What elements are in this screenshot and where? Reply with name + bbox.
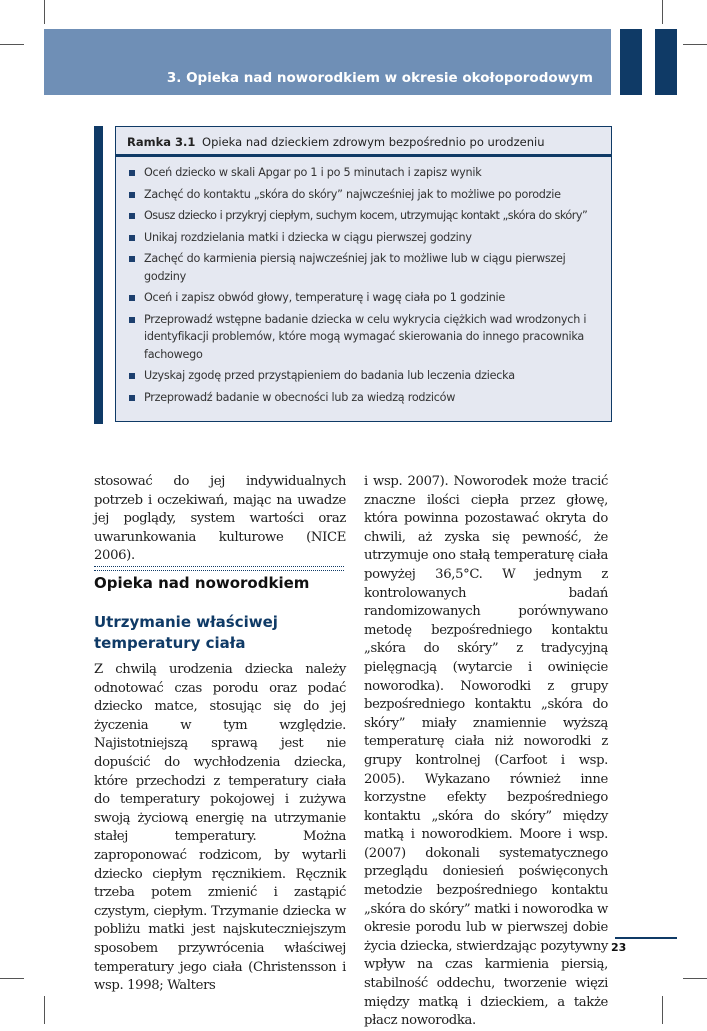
box-label: Ramka 3.1	[127, 135, 196, 149]
chapter-title: 3. Opieka nad noworodkiem w okresie okołoporodowym	[166, 70, 593, 86]
subsection-heading-text: Utrzymanie właściwej temperatury ciała	[94, 613, 278, 652]
list-item: Uzyskaj zgodę przed przystąpieniem do badania lub leczenia dziecka	[128, 367, 605, 385]
right-column	[364, 473, 608, 1031]
page-number: 23	[611, 941, 627, 954]
box-list	[116, 157, 611, 406]
page-number-rule	[615, 937, 677, 939]
list-item: Osusz dziecko i przykryj ciepłym, suchym kocem, utrzymując kontakt „skóra do skóry”	[128, 207, 605, 225]
list-item: Przeprowadź badanie w obecności lub za wiedzą rodziców	[128, 389, 605, 407]
chapter-header-band	[44, 29, 611, 95]
box-heading	[116, 127, 611, 149]
list-item: Oceń dziecko w skali Apgar po 1 i po 5 minutach i zapisz wynik	[128, 164, 605, 182]
info-box	[115, 126, 612, 422]
section-heading: Opieka nad noworodkiem	[94, 574, 310, 592]
header-accent-block	[620, 29, 642, 95]
crop-mark	[683, 978, 707, 979]
crop-mark	[0, 978, 24, 979]
crop-mark	[662, 996, 663, 1024]
crop-mark	[662, 0, 663, 24]
crop-mark	[683, 44, 707, 45]
crop-mark	[44, 996, 45, 1024]
subsection-heading	[94, 612, 344, 654]
box-side-bar	[94, 126, 103, 424]
list-item: Oceń i zapisz obwód głowy, temperaturę i wagę ciała po 1 godzinie	[128, 289, 605, 307]
list-item: Unikaj rozdzielania matki i dziecka w ciągu pierwszej godziny	[128, 229, 605, 247]
box-title: Opieka nad dzieckiem zdrowym bezpośrednio po urodzeniu	[202, 135, 545, 149]
list-item: Zachęć do kontaktu „skóra do skóry” najwcześniej jak to możliwe po porodzie	[128, 186, 605, 204]
body-paragraph: i wsp. 2007). Noworodek może tracić znaczne ilości ciepła przez głowę, która powinna pozostawać okryta do chwili, aż zyska się pewność, że utrzymuje ono stałą temperaturę ciała powyżej 36,5°C. W jednym z kontrolowanych badań randomizowanych porównywano metodę bezpośredniego kontaktu „skóra do skóry” z tradycyjną pielęgnacją (wytarcie i owinięcie noworodka). Noworodki z grupy bezpośredniego kontaktu „skóra do skóry” miały znamiennie wyższą temperaturę ciała niż noworodki z grupy kontrolnej (Carfoot i wsp. 2005). Wykazano również inne korzystne efekty bezpośredniego kontaktu „skóra do skóry” między matką i noworodkiem. Moore i wsp. (2007) dokonali systematycznego przeglądu doniesień poświęconych metodzie bezpośredniego kontaktu „skóra do skóry” matki i noworodka w okresie porodu lub w pierwszej dobie życia dziecka, stwierdzając pozytywny wpływ na czas karmienia piersią, stabilność oddechu, tworzenie więzi między matką i dzieckiem, a także płacz noworodka.	[364, 474, 608, 1029]
intro-paragraph: stosować do jej indywidualnych potrzeb i oczekiwań, mając na uwadze jej poglądy, system wartości oraz uwarunkowania kulturowe (NICE 2006).	[94, 474, 346, 564]
left-intro	[94, 473, 346, 566]
list-item: Zachęć do karmienia piersią najwcześniej jak to możliwe lub w ciągu pierwszej godziny	[128, 250, 605, 285]
crop-mark	[44, 0, 45, 24]
body-paragraph: Z chwilą urodzenia dziecka należy odnotować czas porodu oraz podać dziecko matce, stosując się do jej życzenia w tym względzie. Najistotniejszą sprawą jest nie dopuścić do wychłodzenia dziecka, które przechodzi z temperatury ciała do temperatury pokojowej i zużywa swoją życiową energię na utrzymanie stałej temperatury. Można zaproponować rodzicom, by wytarli dziecko ciepłym ręcznikiem. Ręcznik trzeba potem zmienić i zastąpić czystym, ciepłym. Trzymanie dziecka w pobliżu matki jest najskuteczniejszym sposobem przywrócenia właściwej temperatury jego ciała (Christensson i wsp. 1998; Walters	[94, 662, 346, 994]
section-divider	[94, 566, 344, 571]
header-accent-block	[655, 29, 677, 95]
left-body	[94, 661, 346, 996]
crop-mark	[0, 44, 24, 45]
list-item: Przeprowadź wstępne badanie dziecka w celu wykrycia ciężkich wad wrodzonych i identyfikacji problemów, które mogą wymagać skierowania do innego pracownika fachowego	[128, 311, 605, 364]
